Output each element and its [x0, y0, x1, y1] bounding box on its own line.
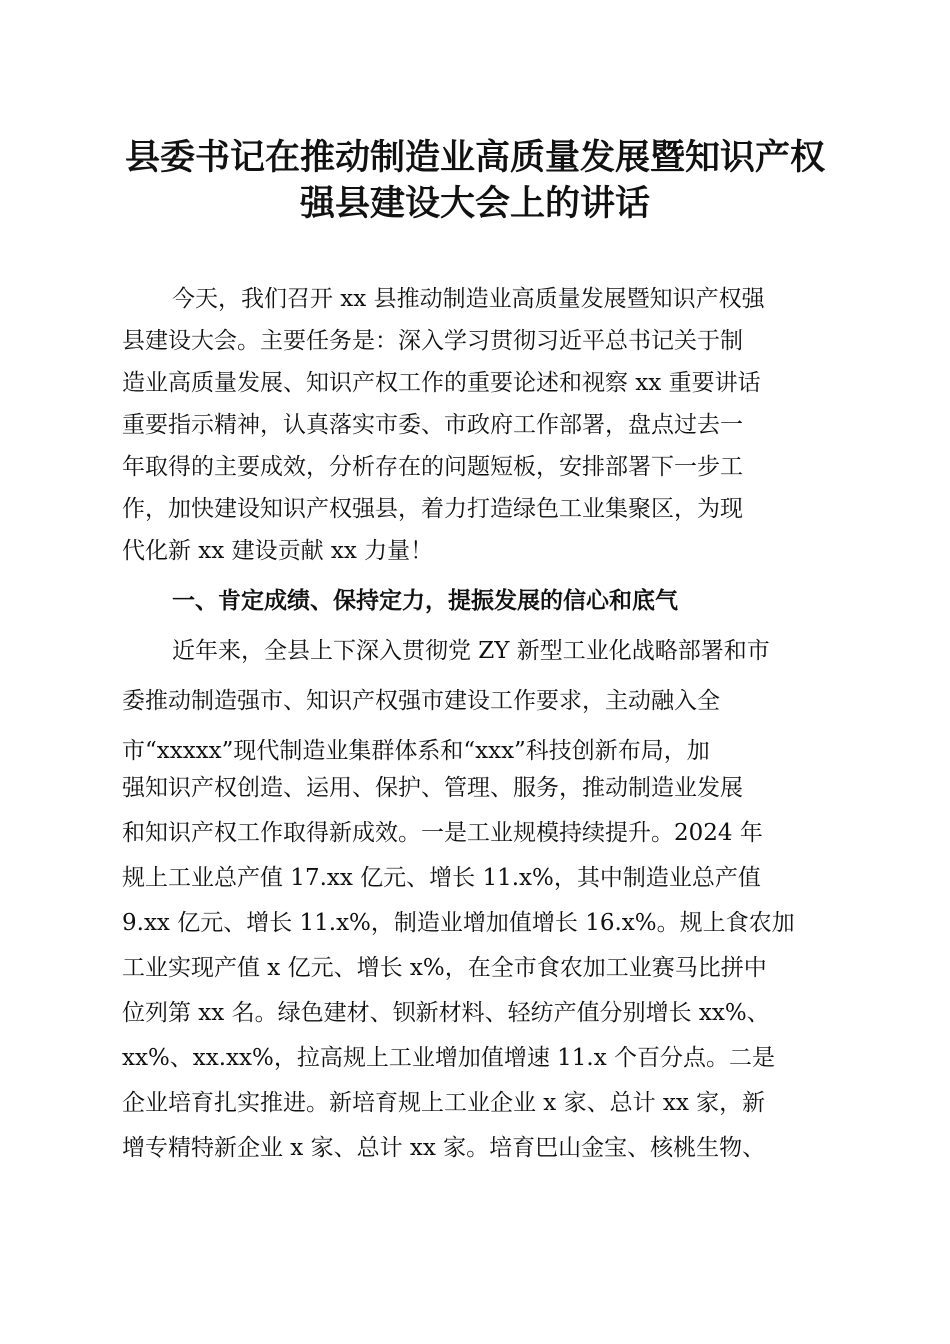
paragraph-1-line: 作，加快建设知识产权强县，着力打造绿色工业集聚区，为现 [122, 496, 743, 522]
paragraph-1-line: 年取得的主要成效，分析存在的问题短板，安排部署下一步工 [122, 454, 743, 480]
paragraph-2-line: 和知识产权工作取得新成效。一是工业规模持续提升。2024 年 [122, 820, 763, 846]
document-title-line-1: 县委书记在推动制造业高质量发展暨知识产权 [124, 137, 825, 178]
paragraph-2-line: 近年来，全县上下深入贯彻党 ZY 新型工业化战略部署和市 [172, 638, 770, 664]
paragraph-2-line: 位列第 xx 名。绿色建材、钡新材料、轻纺产值分别增长 xx%、 [122, 1000, 770, 1026]
paragraph-2-line: xx%、xx.xx%，拉高规上工业增加值增速 11.x 个百分点。二是 [122, 1045, 776, 1071]
paragraph-2-line: 9.xx 亿元、增长 11.x%，制造业增加值增长 16.x%。规上食农加 [122, 910, 795, 936]
paragraph-2-line: 工业实现产值 x 亿元、增长 x%，在全市食农加工业赛马比拼中 [122, 955, 767, 981]
paragraph-2-line: 规上工业总产值 17.xx 亿元、增长 11.x%，其中制造业总产值 [122, 865, 761, 891]
paragraph-2-line: 委推动制造强市、知识产权强市建设工作要求，主动融入全 [122, 688, 720, 714]
paragraph-1-line: 代化新 xx 建设贡献 xx 力量！ [122, 538, 434, 564]
document-title-line-2: 强县建设大会上的讲话 [299, 183, 650, 224]
paragraph-1-line: 今天，我们召开 xx 县推动制造业高质量发展暨知识产权强 [172, 286, 765, 312]
paragraph-2-line: 增专精特新企业 x 家、总计 xx 家。培育巴山金宝、核桃生物、 [122, 1135, 766, 1161]
paragraph-2-line: 市“xxxxx”现代制造业集群体系和“xxx”科技创新布局，加 [122, 738, 710, 764]
paragraph-1-line: 县建设大会。主要任务是：深入学习贯彻习近平总书记关于制 [122, 328, 743, 354]
paragraph-1-line: 重要指示精神，认真落实市委、市政府工作部署，盘点过去一 [122, 412, 743, 438]
section-heading: 一、肯定成绩、保持定力，提振发展的信心和底气 [172, 588, 678, 614]
paragraph-2-line: 企业培育扎实推进。新培育规上工业企业 x 家、总计 xx 家，新 [122, 1090, 766, 1116]
paragraph-1-line: 造业高质量发展、知识产权工作的重要论述和视察 xx 重要讲话 [122, 370, 761, 396]
paragraph-2-line: 强知识产权创造、运用、保护、管理、服务，推动制造业发展 [122, 775, 743, 801]
